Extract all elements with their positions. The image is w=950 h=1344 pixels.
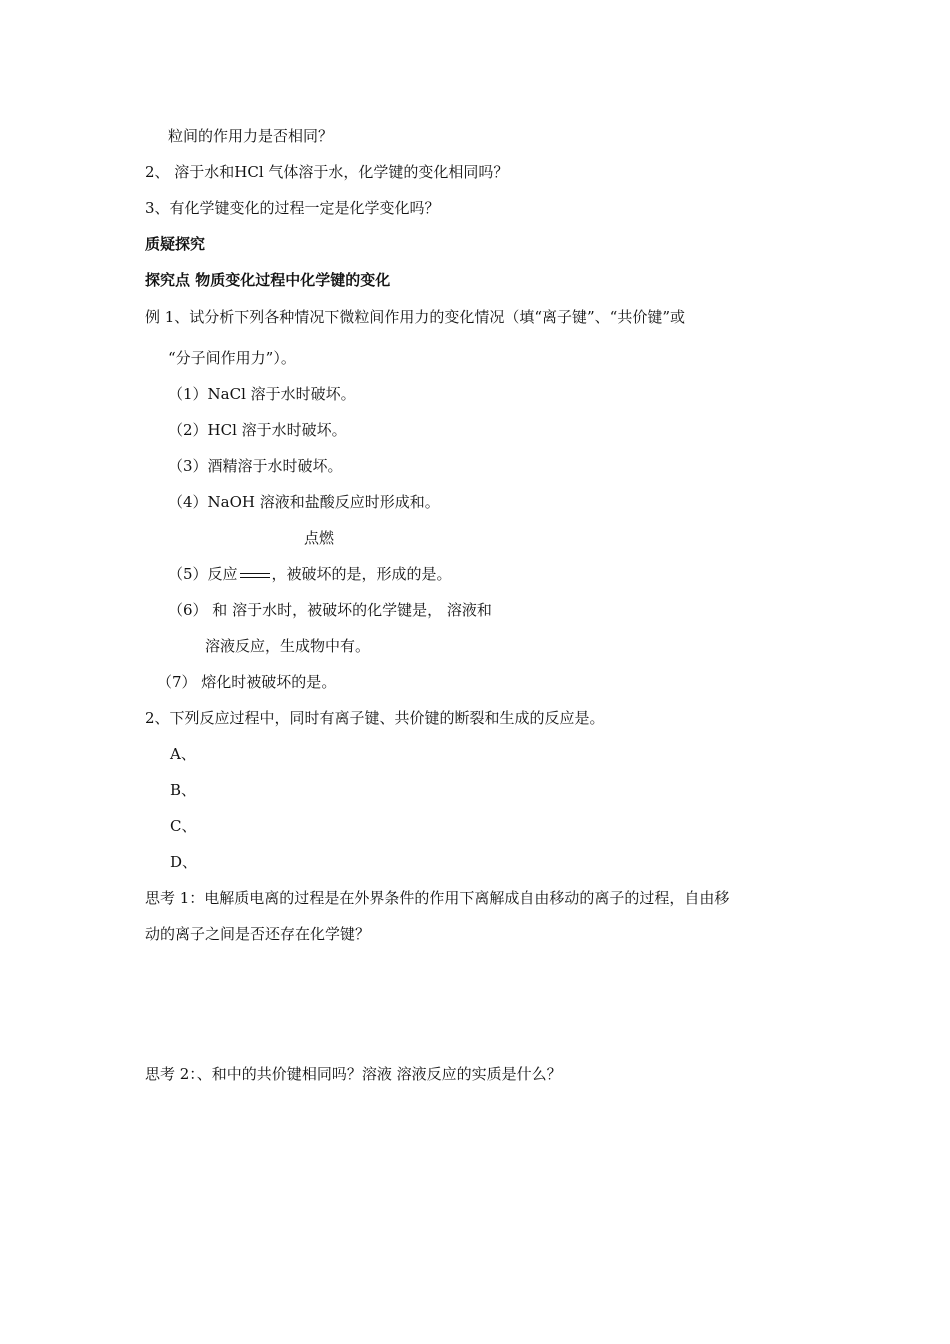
example-line: 例 1、试分析下列各种情况下微粒间作用力的变化情况（填“离子键”、“共价键”或 xyxy=(145,308,685,326)
list-item: （1）NaCl 溶于水时破坏。 xyxy=(168,385,356,403)
question-line: 2、下列反应过程中，同时有离子键、共价键的断裂和生成的反应是。 xyxy=(145,709,605,727)
list-item: （6） 和 溶于水时，被破坏的化学键是， 溶液和 xyxy=(168,601,492,619)
list-item-text: ，被破坏的是，形成的是。 xyxy=(271,565,452,583)
think-line: 思考 1：电解质电离的过程是在外界条件的作用下离解成自由移动的离子的过程，自由移 xyxy=(145,889,730,907)
list-item: （7） 熔化时被破坏的是。 xyxy=(157,673,337,691)
list-item-text: （5）反应 xyxy=(168,565,238,583)
list-item xyxy=(168,564,452,584)
list-item: 溶液反应，生成物中有。 xyxy=(205,637,371,655)
list-item: （2）HCl 溶于水时破坏。 xyxy=(168,421,347,439)
example-line: “分子间作用力”）。 xyxy=(168,349,296,367)
question-line: 3、有化学键变化的过程一定是化学变化吗？ xyxy=(145,199,440,217)
subsection-heading: 探究点 物质变化过程中化学键的变化 xyxy=(145,271,391,289)
text-line: 粒间的作用力是否相同？ xyxy=(168,127,334,145)
think-line: 动的离子之间是否还存在化学键？ xyxy=(145,925,371,943)
option-b: B、 xyxy=(170,781,197,799)
section-heading: 质疑探究 xyxy=(145,235,206,253)
list-item: （4）NaOH 溶液和盐酸反应时形成和。 xyxy=(168,493,440,511)
question-line: 2、 溶于水和HCl 气体溶于水，化学键的变化相同吗？ xyxy=(145,163,509,181)
option-d: D、 xyxy=(170,853,198,871)
think-line: 思考 2：、和中的共价键相同吗？溶液 溶液反应的实质是什么？ xyxy=(145,1065,562,1083)
equals-sign-icon xyxy=(240,573,270,578)
option-c: C、 xyxy=(170,817,197,835)
option-a: A、 xyxy=(170,745,196,763)
list-item: （3）酒精溶于水时破坏。 xyxy=(168,457,343,475)
reaction-condition: 点燃 xyxy=(304,529,335,547)
